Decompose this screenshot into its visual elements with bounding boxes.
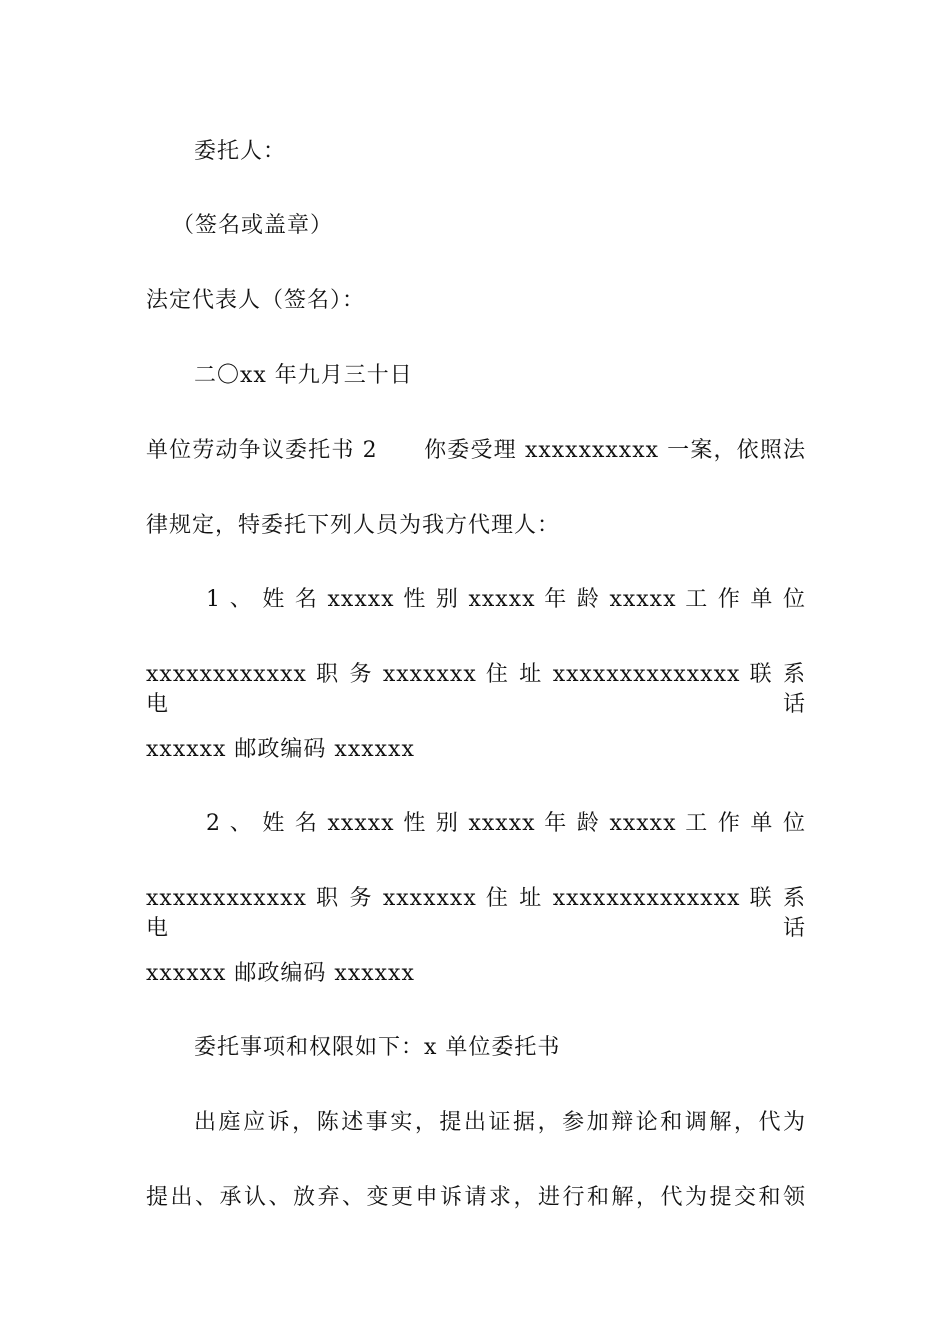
signature-or-seal-note: （签名或盖章） [172, 213, 334, 238]
agent-2-line: 2 、 姓 名 xxxxx 性 别 xxxxx 年 龄 xxxxx 工 作 单 位 [206, 811, 806, 836]
paragraph-line: 单位劳动争议委托书 2 你委受理 xxxxxxxxxx 一案，依照法 [146, 438, 806, 463]
document-date: 二〇xx 年九月三十日 [194, 363, 413, 388]
paragraph-line: 出庭应诉，陈述事实，提出证据，参加辩论和调解，代为 [194, 1110, 806, 1135]
agent-2-line: xxxxxxxxxxxx 职 务 xxxxxxx 住 址 xxxxxxxxxxxxxx 联 系 电 话 [146, 886, 806, 941]
paragraph-line: 提出、承认、放弃、变更申诉请求，进行和解，代为提交和领 [146, 1185, 806, 1210]
paragraph-line: 律规定，特委托下列人员为我方代理人： [146, 513, 561, 538]
legal-representative-label: 法定代表人（签名）： [146, 288, 366, 313]
agent-1-line: 1 、 姓 名 xxxxx 性 别 xxxxx 年 龄 xxxxx 工 作 单 位 [206, 587, 806, 612]
authority-heading: 委托事项和权限如下：x 单位委托书 [194, 1035, 561, 1060]
agent-1-line: xxxxxxxxxxxx 职 务 xxxxxxx 住 址 xxxxxxxxxxxxxx 联 系 电 话 [146, 662, 806, 717]
principal-label: 委托人： [194, 139, 287, 164]
agent-2-line: xxxxxx 邮政编码 xxxxxx [146, 961, 415, 986]
agent-1-line: xxxxxx 邮政编码 xxxxxx [146, 737, 415, 762]
